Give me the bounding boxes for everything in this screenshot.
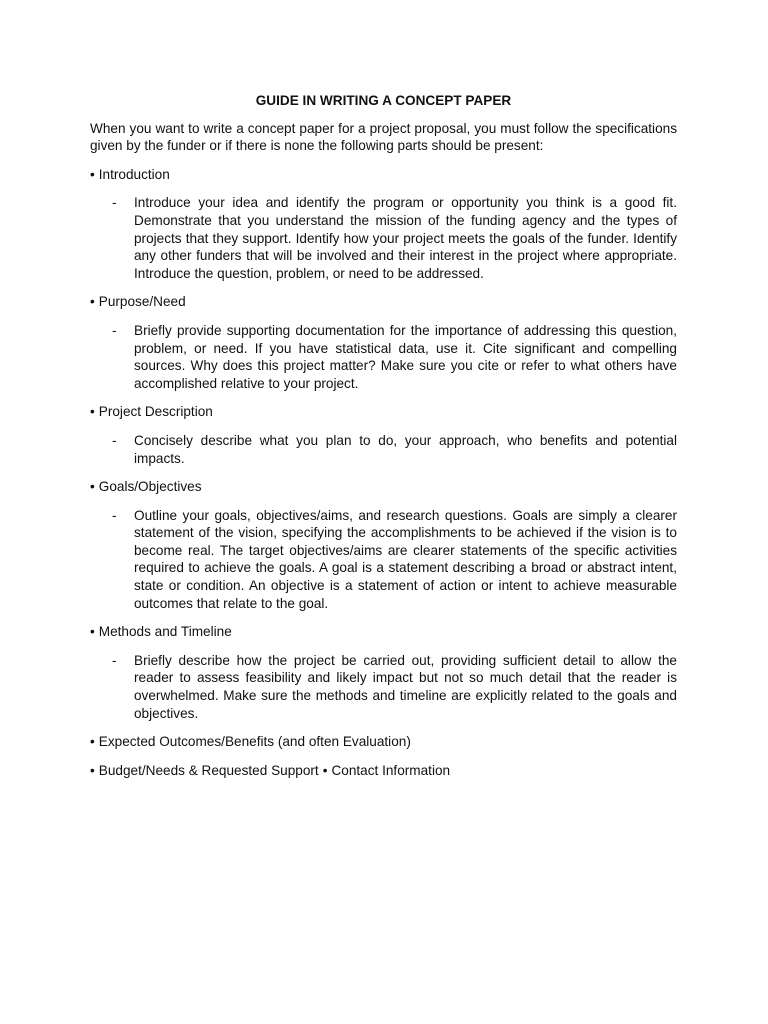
document-page: [90, 92, 677, 790]
section-heading-expected-outcomes: [90, 733, 677, 751]
section-heading-introduction: [90, 166, 677, 184]
section-heading-project-description: [90, 403, 677, 421]
bullet-icon: •: [322, 762, 328, 778]
section-detail-text: Introduce your idea and identify the program or opportunity you think is a good fit. Demonstrate that you understand the mission of the funding agency and the types of projects that they support. Identify how your project meets the goals of the funder. Identify any other funders that will be involved and their interest in the project where appropriate. Introduce the question, problem, or need to be addressed.: [134, 195, 677, 281]
section-heading-label: Contact Information: [331, 762, 451, 778]
section-heading-purpose-need: [90, 293, 677, 311]
section-heading-goals-objectives: [90, 478, 677, 496]
section-detail-methods-timeline: [90, 652, 677, 722]
section-heading-label: Introduction: [98, 166, 170, 182]
section-heading-label: Goals/Objectives: [98, 479, 202, 495]
section-heading-label: Project Description: [98, 404, 213, 420]
bullet-icon: •: [90, 404, 95, 420]
section-heading-label: Budget/Needs & Requested Support: [98, 762, 319, 778]
section-heading-label: Methods and Timeline: [98, 624, 232, 640]
section-heading-methods-timeline: [90, 623, 677, 641]
bullet-icon: •: [90, 294, 95, 310]
section-heading-label: Purpose/Need: [98, 294, 186, 310]
bullet-icon: •: [90, 166, 95, 182]
section-detail-introduction: [90, 194, 677, 282]
dash-icon: -: [112, 195, 117, 211]
bullet-icon: •: [90, 624, 95, 640]
section-detail-text: Briefly provide supporting documentation for the importance of addressing this question, problem, or need. If you have statistical data, use it. Cite significant and compelling sources. Why does this project matter? Make sure you cite or refer to what others have accomplished relative to your project.: [134, 322, 677, 391]
dash-icon: -: [112, 322, 117, 338]
intro-paragraph: When you want to write a concept paper for a project proposal, you must follow the specifications given by the funder or if there is none the following parts should be present:: [90, 120, 677, 154]
section-detail-text: Briefly describe how the project be carried out, providing sufficient detail to allow the reader to assess feasibility and likely impact but not so much detail that the reader is overwhelmed. Make sure the methods and timeline are explicitly related to the goals and objectives.: [134, 652, 677, 721]
section-detail-project-description: [90, 432, 677, 467]
dash-icon: -: [112, 432, 117, 448]
section-detail-purpose-need: [90, 322, 677, 392]
dash-icon: -: [112, 507, 117, 523]
section-detail-text: Concisely describe what you plan to do, your approach, who benefits and potential impacts.: [134, 432, 677, 466]
document-title: GUIDE IN WRITING A CONCEPT PAPER: [255, 93, 512, 108]
bullet-icon: •: [90, 762, 95, 778]
section-heading-budget-contact: [90, 762, 677, 780]
bullet-icon: •: [90, 734, 95, 750]
section-heading-label: Expected Outcomes/Benefits (and often Evaluation): [98, 734, 411, 750]
dash-icon: -: [112, 652, 117, 668]
bullet-icon: •: [90, 479, 95, 495]
section-detail-goals-objectives: [90, 507, 677, 613]
section-detail-text: Outline your goals, objectives/aims, and research questions. Goals are simply a clearer statement of the vision, specifying the accomplishments to be achieved if the vision is to become real. The target objectives/aims are clearer statements of the specific activities required to achieve the goals. A goal is a statement describing a broad or abstract intent, state or condition. An objective is a statement of action or intent to achieve measurable outcomes that relate to the goal.: [134, 507, 677, 611]
